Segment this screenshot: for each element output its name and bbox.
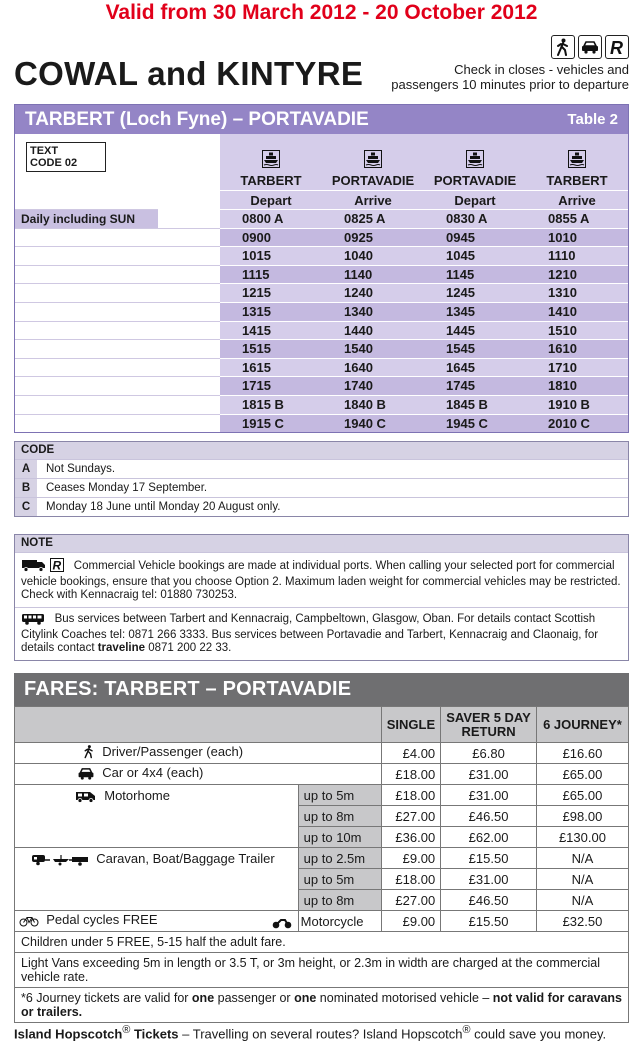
time-cell: 1845 B: [446, 396, 488, 412]
timetable: [14, 104, 629, 433]
timetable-row: [220, 321, 628, 340]
bicycle-icon: [19, 915, 39, 930]
validity-banner: Valid from 30 March 2012 - 20 October 2012: [105, 1, 538, 24]
timetable-row: [220, 395, 628, 414]
timetable-row: [220, 283, 628, 302]
time-cell: 1345: [446, 303, 475, 319]
journey-note-bold: one: [294, 991, 317, 1005]
time-cell: 1210: [548, 266, 577, 282]
time-cell: 1915 C: [242, 415, 284, 431]
time-cell: 1815 B: [242, 396, 284, 412]
code-key: C: [15, 498, 37, 516]
fare-row-driver: [15, 743, 629, 764]
registered-mark: ®: [462, 1024, 471, 1036]
time-cell: 1340: [344, 303, 373, 319]
foot-passenger-icon: [551, 35, 575, 59]
motorhome-single: £36.00: [381, 827, 440, 848]
time-cell: 1440: [344, 322, 373, 338]
caravan-single: £18.00: [381, 869, 440, 890]
journey-note-part: passenger or: [214, 991, 295, 1005]
timetable-row: [220, 376, 628, 395]
hopscotch-tickets: Tickets: [130, 1026, 179, 1042]
driver-label: Driver/Passenger (each): [102, 744, 244, 759]
col-saver-line-2: RETURN: [461, 723, 516, 739]
time-cell: 1410: [548, 303, 577, 319]
timetable-row: [220, 265, 628, 284]
journey-note-bold: not valid for caravans or trailers.: [21, 991, 623, 1019]
time-cell: 1145: [446, 266, 475, 282]
motorhome-single: £18.00: [381, 785, 440, 806]
ferry-icon: [262, 150, 280, 173]
caravan-saver: £31.00: [441, 869, 537, 890]
motorcycle-journey: £32.50: [536, 911, 628, 932]
motorcycle-single: £9.00: [381, 911, 440, 932]
time-cell: 1215: [242, 285, 271, 301]
registered-mark: ®: [122, 1024, 131, 1036]
car-single: £18.00: [381, 764, 440, 785]
codes-heading: CODE: [15, 442, 628, 459]
time-cell: 1510: [548, 322, 577, 338]
direction-label: Depart: [454, 193, 496, 208]
note-heading: NOTE: [15, 535, 628, 552]
driver-saver: £6.80: [441, 743, 537, 764]
fares-section: [14, 673, 629, 1023]
light-vans-note: Light Vans exceeding 5m in length or 3.5 T, or 3m height, or 2.3m in width are charged at the commercial vehicle rate.: [15, 953, 629, 988]
commercial-vehicle-icon: [21, 559, 47, 576]
terminal-column-1: [322, 134, 424, 190]
code-row: [15, 478, 628, 497]
left-row-spacer: [15, 302, 220, 321]
code-key: B: [15, 479, 37, 497]
left-row-spacer: [15, 321, 220, 340]
motorhome-journey: £65.00: [536, 785, 628, 806]
time-cell: 1245: [446, 285, 475, 301]
caravan-saver: £46.50: [441, 890, 537, 911]
timetable-row: [220, 228, 628, 247]
time-cell: 1610: [548, 341, 577, 357]
time-cell: 1810: [548, 378, 577, 394]
time-cell: 1545: [446, 341, 475, 357]
time-cell: 0925: [344, 229, 373, 245]
checkin-note: [369, 62, 629, 92]
time-cell: 1640: [344, 359, 373, 375]
time-cell: 2010 C: [548, 415, 590, 431]
col-single: SINGLE: [381, 707, 440, 743]
fares-header-row: [15, 707, 629, 743]
time-cell: 1645: [446, 359, 475, 375]
terminal-column-3: [526, 134, 628, 190]
time-cell: 1515: [242, 341, 271, 357]
note-box: [14, 534, 629, 661]
car-saver: £31.00: [441, 764, 537, 785]
terminal-column-2: [424, 134, 526, 190]
journey-note-bold: one: [191, 991, 215, 1005]
foot-passenger-icon: [83, 744, 95, 762]
left-row-spacer: [15, 339, 220, 358]
time-cell: 1240: [344, 285, 373, 301]
svg-text:R: R: [610, 38, 623, 56]
time-cell: 1715: [242, 378, 271, 394]
note-bus-text: Bus services between Tarbert and Kennacraig, Campbeltown, Glasgow, Oban. For details contact Scottish Citylink Coaches tel: 0871 266 3333. Bus services between Portavadie and Tarbert, Kennacraig and Claonaig, for details contact: [21, 613, 599, 654]
terminal-name: PORTAVADIE: [331, 173, 415, 188]
checkin-line-2: passengers 10 minutes prior to departure: [391, 77, 629, 92]
time-cell: 1315: [242, 303, 271, 319]
car-icon: [578, 35, 602, 59]
motorhome-journey: £98.00: [536, 806, 628, 827]
traveline-name: traveline: [97, 642, 146, 654]
car-journey: £65.00: [536, 764, 628, 785]
table-number: Table 2: [567, 111, 618, 128]
text-code-line-2: CODE 02: [30, 157, 78, 169]
timetable-row: [220, 209, 628, 228]
col-saver-line-1: SAVER 5 DAY: [446, 709, 531, 725]
terminal-name: TARBERT: [546, 173, 608, 188]
caravan-size: up to 8m: [298, 890, 381, 911]
terminal-column-0: [220, 134, 322, 190]
text-code-line-1: TEXT: [30, 145, 59, 157]
traveline-number: 0871 200 22 33.: [145, 642, 232, 654]
fares-title: FARES: TARBERT – PORTAVADIE: [14, 673, 629, 706]
ferry-icon: [466, 150, 484, 173]
timetable-row: [220, 302, 628, 321]
left-row-spacer: [15, 228, 220, 247]
motorhome-saver: £46.50: [441, 806, 537, 827]
fare-row-caravan-1: [15, 848, 629, 869]
terminals-row: [220, 134, 628, 190]
time-cell: 1945 C: [446, 415, 488, 431]
left-row-spacer: [15, 376, 220, 395]
car-icon: [77, 767, 95, 783]
note-bus: [15, 607, 628, 660]
time-cell: 1445: [446, 322, 475, 338]
left-row-spacer: [15, 358, 220, 377]
header-icons: [551, 35, 629, 59]
code-text: Not Sundays.: [46, 463, 116, 475]
hopscotch-text-end: could save you money.: [470, 1026, 607, 1042]
timetable-row: [220, 339, 628, 358]
time-cell: 1615: [242, 359, 271, 375]
time-cell: 0825 A: [344, 211, 386, 226]
left-row-spacer: [15, 265, 220, 284]
journey-note: [15, 988, 629, 1023]
note-commercial-text: Commercial Vehicle bookings are made at individual ports. When calling your selected port for commercial vehicle bookings, ensure that you choose Option 2. Maximum laden weight for commercial vehicles may be restricted. Check with Kennacraig tel: 01880 730253.: [21, 560, 621, 601]
time-cell: 1910 B: [548, 396, 590, 412]
time-cell: 1015: [242, 248, 271, 264]
caravan-single: £9.00: [381, 848, 440, 869]
motorhome-size: up to 10m: [298, 827, 381, 848]
time-cell: 1745: [446, 378, 475, 394]
direction-label: Arrive: [354, 193, 392, 208]
caravan-saver: £15.50: [441, 848, 537, 869]
motorcycle-label: Motorcycle: [298, 911, 381, 932]
time-cell: 1840 B: [344, 396, 386, 412]
left-row-spacer: [15, 246, 220, 265]
fare-row-motorhome-1: [15, 785, 629, 806]
time-cell: 1710: [548, 359, 577, 375]
left-row-spacer: [15, 395, 220, 414]
motorhome-single: £27.00: [381, 806, 440, 827]
terminal-name: TARBERT: [240, 173, 302, 188]
time-cell: 1110: [548, 248, 576, 264]
bus-icon: [21, 613, 45, 629]
col-saver: [441, 707, 537, 743]
hopscotch-text: – Travelling on several routes? Island Hopscotch: [178, 1026, 463, 1042]
caravan-journey: N/A: [536, 848, 628, 869]
left-row-spacer: [15, 414, 220, 433]
motorcycle-icon: [272, 917, 292, 932]
timetable-row: [220, 414, 628, 433]
time-cell: 0855 A: [548, 211, 590, 226]
caravan-size: up to 5m: [298, 869, 381, 890]
route-name: TARBERT (Loch Fyne) – PORTAVADIE: [25, 108, 369, 130]
motorhome-label: Motorhome: [104, 788, 170, 803]
time-cell: 1940 C: [344, 415, 386, 431]
caravan-size: up to 2.5m: [298, 848, 381, 869]
checkin-line-1: Check in closes - vehicles and: [454, 62, 629, 77]
svg-text:R: R: [52, 558, 62, 572]
time-cell: 0900: [242, 229, 271, 245]
motorcycle-saver: £15.50: [441, 911, 537, 932]
time-cell: 1115: [242, 266, 270, 282]
fare-note-6-journey: [15, 988, 629, 1023]
caravan-journey: N/A: [536, 890, 628, 911]
ferry-icon: [364, 150, 382, 173]
time-cell: 1310: [548, 285, 577, 301]
time-cell: 1045: [446, 248, 475, 264]
terminal-name: PORTAVADIE: [433, 173, 517, 188]
time-cell: 1415: [242, 322, 271, 338]
time-cell: 0800 A: [242, 211, 284, 226]
hopscotch-promo: [14, 1024, 634, 1041]
motorhome-size: up to 8m: [298, 806, 381, 827]
code-row: [15, 459, 628, 478]
ferry-icon: [568, 150, 586, 173]
code-text: Ceases Monday 17 September.: [46, 482, 208, 494]
reservation-r-icon: [50, 558, 64, 576]
fare-note-light-vans: [15, 953, 629, 988]
time-cell: 0945: [446, 229, 475, 245]
codes-box: [14, 441, 629, 517]
code-text: Monday 18 June until Monday 20 August only.: [46, 501, 281, 513]
timetable-header: [15, 105, 628, 134]
timetable-row: [220, 246, 628, 265]
motorhome-size: up to 5m: [298, 785, 381, 806]
pedal-cycles-label: Pedal cycles FREE: [46, 912, 158, 927]
journey-note-part: nominated motorised vehicle –: [316, 991, 493, 1005]
time-cell: 1540: [344, 341, 373, 357]
timetable-left-column: [15, 134, 220, 432]
code-key: A: [15, 460, 37, 478]
time-cell: 0830 A: [446, 211, 488, 226]
motorhome-icon: [75, 790, 97, 806]
fare-row-cycle-motorcycle: [15, 911, 629, 932]
region-title: COWAL and KINTYRE: [14, 55, 364, 92]
journey-note-part: *6 Journey tickets are valid for: [21, 991, 192, 1005]
note-commercial: [15, 552, 628, 607]
day-label: Daily including SUN: [15, 209, 158, 228]
time-cell: 1040: [344, 248, 373, 264]
direction-label: Depart: [250, 193, 292, 208]
fare-row-car: [15, 764, 629, 785]
driver-single: £4.00: [381, 743, 440, 764]
motorhome-saver: £62.00: [441, 827, 537, 848]
directions-row: [220, 190, 628, 209]
text-code-box: [26, 142, 106, 172]
children-note: Children under 5 FREE, 5-15 half the adult fare.: [15, 932, 629, 953]
col-6-journey: 6 JOURNEY*: [536, 707, 628, 743]
motorcycle-cell-icon: [272, 914, 292, 932]
time-cell: 1740: [344, 378, 373, 394]
caravan-label: Caravan, Boat/Baggage Trailer: [96, 851, 275, 866]
caravan-single: £27.00: [381, 890, 440, 911]
time-cell: 1140: [344, 266, 373, 282]
motorhome-journey: £130.00: [536, 827, 628, 848]
reservation-r-icon: [605, 35, 629, 59]
timetable-row: [220, 358, 628, 377]
hopscotch-name: Island Hopscotch: [14, 1026, 123, 1042]
code-row: [15, 497, 628, 516]
motorhome-saver: £31.00: [441, 785, 537, 806]
fare-note-children: [15, 932, 629, 953]
fares-table: [14, 706, 629, 1023]
caravan-boat-trailer-icon: [31, 854, 89, 869]
car-label: Car or 4x4 (each): [102, 765, 204, 780]
driver-journey: £16.60: [536, 743, 628, 764]
direction-label: Arrive: [558, 193, 596, 208]
time-cell: 1010: [548, 229, 577, 245]
left-row-spacer: [15, 283, 220, 302]
caravan-journey: N/A: [536, 869, 628, 890]
